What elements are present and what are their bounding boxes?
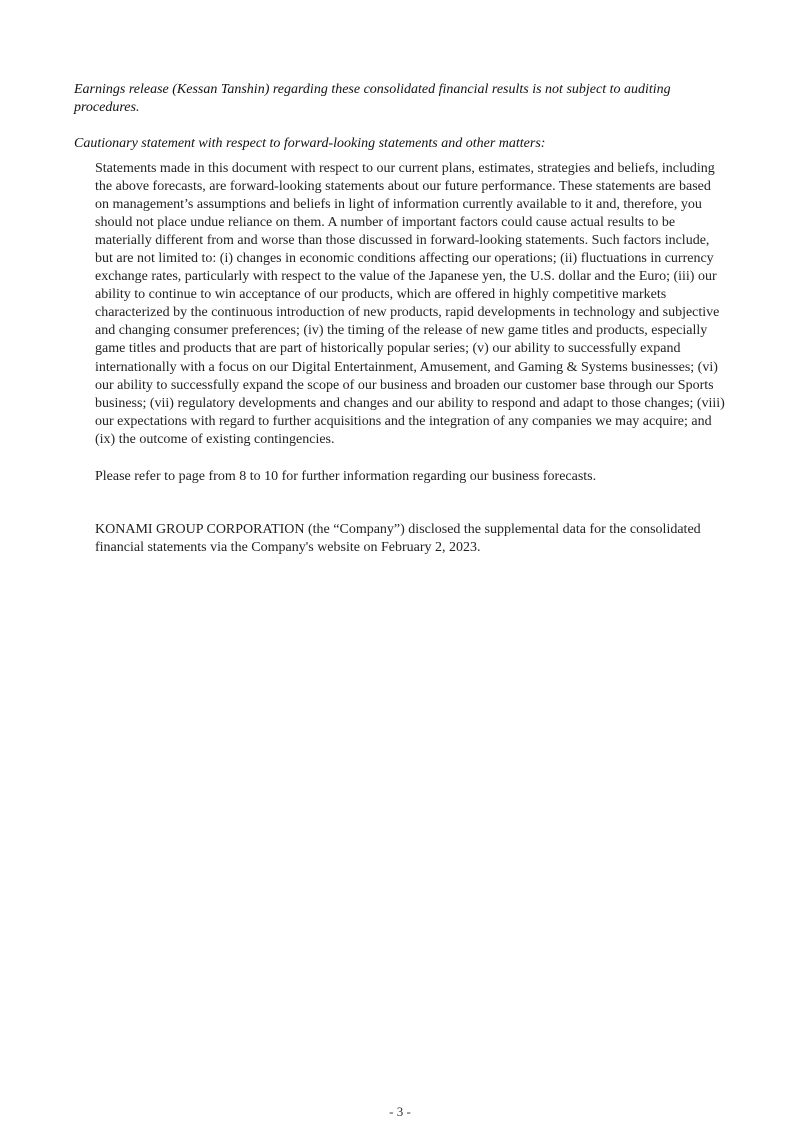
audit-note: Earnings release (Kessan Tanshin) regarding these consolidated financial results is not subject to auditing procedures. bbox=[74, 82, 671, 115]
supplemental-data-paragraph: KONAMI GROUP CORPORATION (the “Company”) disclosed the supplemental data for the consolidated financial statements via the Company's website on February 2, 2023. bbox=[95, 522, 701, 556]
cautionary-heading: Cautionary statement with respect to forward-looking statements and other matters: bbox=[74, 136, 546, 151]
forecast-reference-paragraph: Please refer to page from 8 to 10 for further information regarding our business forecasts. bbox=[95, 469, 597, 484]
page-number: - 3 - bbox=[389, 1104, 411, 1119]
cautionary-paragraph: Statements made in this document with respect to our current plans, estimates, strategies and beliefs, including the above forecasts, are forward-looking statements about our future performance. These statements are based on management’s assumptions and beliefs in light of information currently available to it and, therefore, you should not place undue reliance on them. A number of important factors could cause actual results to be materially different from and worse than those discussed in forward-looking statements. Such factors include, but are not limited to: (i) changes in economic conditions affecting our operations; (ii) fluctuations in currency exchange rates, particularly with respect to the value of the Japanese yen, the U.S. dollar and the Euro; (iii) our ability to continue to win acceptance of our products, which are offered in highly competitive markets characterized by the continuous introduction of new products, rapid developments in technology and subjective and changing consumer preferences; (iv) the timing of the release of new game titles and products, especially game titles and products that are part of historically popular series; (v) our ability to successfully expand internationally with a focus on our Digital Entertainment, Amusement, and Gaming & Systems businesses; (vi) our ability to successfully expand the scope of our business and broaden our customer base through our Sports business; (vii) regulatory developments and changes and our ability to respond and adapt to those changes; (viii) our expectations with regard to further acquisitions and the integration of any companies we may acquire; and (ix) the outcome of existing contingencies. bbox=[95, 161, 725, 447]
